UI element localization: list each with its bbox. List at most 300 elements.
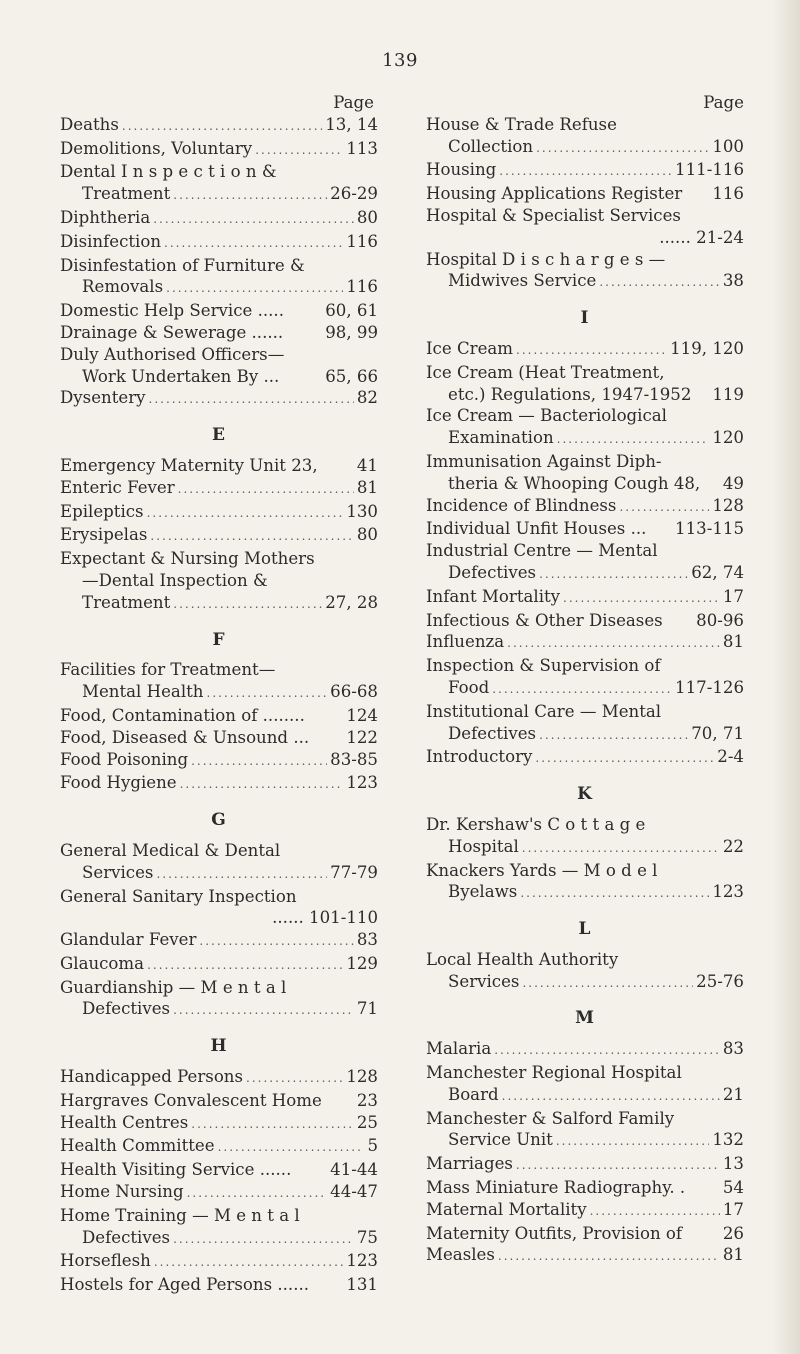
- entry-page-ref: 17: [722, 586, 744, 606]
- entry-page-ref: 122: [346, 727, 378, 747]
- index-entry-line: [60, 772, 378, 796]
- index-entry-line: [60, 749, 378, 773]
- index-entry-line: [60, 977, 378, 999]
- index-entry-line: [60, 862, 378, 886]
- index-entry: [426, 655, 744, 701]
- index-entry-line: [426, 451, 744, 473]
- entry-page-ref: 119: [712, 384, 744, 404]
- entry-page-ref: 41: [356, 455, 378, 475]
- index-entry: [426, 860, 744, 906]
- index-entry-line: [60, 1135, 378, 1159]
- index-entry-line: [60, 1112, 378, 1136]
- index-entry-line: [426, 677, 744, 701]
- index-entry: [426, 1223, 744, 1245]
- entry-text: Services: [82, 862, 154, 882]
- entry-page-ref: 75: [356, 1227, 378, 1247]
- entry-text: Mental Health: [82, 682, 204, 702]
- entry-page-ref: 83-85: [330, 749, 378, 769]
- index-entry: [426, 540, 744, 586]
- index-entry: [60, 1066, 378, 1090]
- entry-text: Health Committee: [60, 1136, 215, 1156]
- leader-dots: [498, 1246, 720, 1268]
- index-entry: [60, 727, 378, 749]
- entry-text: Infant Mortality: [426, 586, 561, 606]
- entry-text: Knackers Yards — M o d e l: [426, 860, 658, 880]
- index-entry: [426, 451, 744, 495]
- entry-text: Duly Authorised Officers—: [60, 344, 285, 364]
- index-entry-line: [426, 971, 744, 995]
- page-number: 139: [382, 50, 418, 71]
- index-entry-line: [426, 949, 744, 971]
- index-entry-line: [60, 840, 378, 862]
- entry-page-ref: 13: [722, 1154, 744, 1174]
- index-entry: [426, 814, 744, 860]
- index-entry: [426, 518, 744, 540]
- index-entry-line: [426, 1038, 744, 1062]
- entry-text: Disinfection: [60, 231, 162, 251]
- entry-page-ref: 80: [356, 207, 378, 227]
- index-entry-line: [60, 570, 378, 592]
- section-letter-l: L: [578, 919, 592, 940]
- entry-text: Dr. Kershaw's C o t t a g e: [426, 814, 646, 834]
- entry-text: Horseflesh: [60, 1251, 151, 1271]
- index-entry-line: [426, 701, 744, 723]
- index-entry: [426, 205, 744, 249]
- entry-text: Services: [448, 971, 520, 991]
- index-entry: [60, 524, 378, 548]
- index-entry-line: [426, 227, 744, 249]
- index-entry: [60, 300, 378, 322]
- leader-dots: [539, 564, 688, 586]
- entry-text: General Sanitary Inspection: [60, 886, 297, 906]
- entry-page-ref: 83: [722, 1039, 744, 1059]
- entry-text: Manchester Regional Hospital: [426, 1063, 682, 1083]
- entry-text: Housing: [426, 160, 497, 180]
- entry-page-ref: 49: [722, 473, 744, 493]
- index-entry-line: [60, 1090, 378, 1112]
- index-entry: [60, 705, 378, 727]
- entry-text: Manchester & Salford Family: [426, 1108, 675, 1128]
- entry-text: Home Training — M e n t a l: [60, 1205, 300, 1225]
- index-entry-line: [426, 427, 744, 451]
- index-entry: [60, 455, 378, 477]
- index-entry: [426, 114, 744, 160]
- index-entry: [426, 405, 744, 451]
- leader-dots: [166, 278, 343, 300]
- index-entry-line: [60, 681, 378, 705]
- entry-text: Health Visiting Service ......: [60, 1160, 292, 1180]
- index-entry-line: [426, 384, 744, 406]
- index-entry-line: [426, 860, 744, 882]
- leader-dots: [520, 883, 709, 905]
- entry-text: Inspection & Supervision of: [426, 656, 661, 676]
- entry-text: Enteric Fever: [60, 477, 175, 497]
- entry-page-ref: 111-116: [675, 160, 744, 180]
- index-entry-line: [426, 540, 744, 562]
- leader-dots: [191, 751, 327, 773]
- entry-page-ref: 77-79: [330, 862, 378, 882]
- entry-page-ref: 65, 66: [325, 366, 378, 386]
- section-letter-f: F: [212, 629, 226, 650]
- entry-text: Marriages: [426, 1154, 513, 1174]
- index-entry-line: [60, 659, 378, 681]
- index-entry-line: [426, 518, 744, 540]
- index-entry-line: [426, 249, 744, 271]
- index-entry-line: [426, 746, 744, 770]
- entry-page-ref: 21: [722, 1084, 744, 1104]
- section-letter-m: M: [575, 1008, 595, 1029]
- entry-text: Hospital: [448, 836, 519, 856]
- index-entry-line: [426, 562, 744, 586]
- entry-page-ref: 123: [346, 1251, 378, 1271]
- entry-page-ref: 80-96: [696, 610, 744, 630]
- entry-page-ref: 113-115: [675, 519, 744, 539]
- entry-page-ref: 70, 71: [691, 723, 744, 743]
- leader-dots: [173, 185, 327, 207]
- entry-text: Hospital D i s c h a r g e s —: [426, 249, 666, 269]
- index-entry-line: [60, 322, 378, 344]
- page-column-heading: Page: [333, 93, 374, 112]
- index-entry-line: [60, 998, 378, 1022]
- index-entry-line: [426, 1108, 744, 1130]
- entry-text: Defectives: [448, 723, 537, 743]
- leader-dots: [599, 272, 720, 294]
- entry-text: Collection: [448, 136, 534, 156]
- leader-dots: [556, 1131, 709, 1153]
- entry-text: Examination: [448, 428, 554, 448]
- entry-page-ref: 116: [346, 277, 378, 297]
- index-entry-line: [60, 387, 378, 411]
- entry-page-ref: 81: [356, 477, 378, 497]
- entry-text: Food, Diseased & Unsound ...: [60, 727, 310, 747]
- index-entry-line: [426, 183, 744, 205]
- entry-page-ref: 25-76: [696, 971, 744, 991]
- entry-page-ref: ...... 21-24: [659, 227, 744, 247]
- entry-page-ref: 80: [356, 525, 378, 545]
- index-entry-line: [60, 1205, 378, 1227]
- leader-dots: [539, 725, 688, 747]
- leader-dots: [187, 1183, 328, 1205]
- leader-dots: [150, 526, 353, 548]
- index-entry-line: [426, 1153, 744, 1177]
- index-entry-line: [426, 723, 744, 747]
- leader-dots: [180, 774, 344, 796]
- entry-page-ref: 120: [712, 428, 744, 448]
- entry-text: Dysentery: [60, 388, 146, 408]
- entry-page-ref: 81: [722, 632, 744, 652]
- index-entry-line: [60, 929, 378, 953]
- index-entry-line: [60, 477, 378, 501]
- entry-text: Hargraves Convalescent Home: [60, 1090, 322, 1110]
- section-letter-h: H: [210, 1036, 228, 1057]
- leader-dots: [499, 161, 672, 183]
- entry-page-ref: 124: [346, 705, 378, 725]
- index-entry-line: [60, 886, 378, 908]
- entry-text: Ice Cream: [426, 338, 514, 358]
- leader-dots: [507, 633, 720, 655]
- index-entry-line: [60, 953, 378, 977]
- entry-text: Hostels for Aged Persons ......: [60, 1275, 310, 1295]
- entry-text: Ice Cream — Bacteriological: [426, 406, 667, 426]
- index-entry: [426, 586, 744, 610]
- index-entry: [60, 659, 378, 705]
- index-entry-line: [60, 524, 378, 548]
- entry-text: Facilities for Treatment—: [60, 660, 276, 680]
- page-column-heading: Page: [703, 93, 744, 112]
- index-entry: [60, 1274, 378, 1296]
- index-entry: [60, 255, 378, 301]
- entry-page-ref: 100: [712, 136, 744, 156]
- index-entry-line: [426, 1129, 744, 1153]
- leader-dots: [522, 838, 720, 860]
- leader-dots: [557, 429, 710, 451]
- index-entry: [426, 1108, 744, 1154]
- entry-text: Treatment: [82, 184, 171, 204]
- entry-text: Service Unit: [448, 1130, 553, 1150]
- leader-dots: [173, 1229, 354, 1251]
- entry-text: General Medical & Dental: [60, 840, 281, 860]
- index-entry-line: [60, 300, 378, 322]
- entry-page-ref: 54: [722, 1178, 744, 1198]
- entry-page-ref: 113: [346, 138, 378, 158]
- leader-dots: [173, 594, 322, 616]
- entry-text: Defectives: [448, 562, 537, 582]
- leader-dots: [590, 1201, 720, 1223]
- entry-text: Expectant & Nursing Mothers: [60, 549, 315, 569]
- index-column-left: [60, 92, 378, 1296]
- index-entry-line: [60, 366, 378, 388]
- index-entry: [60, 114, 378, 138]
- index-entry: [60, 1159, 378, 1181]
- leader-dots: [149, 389, 354, 411]
- index-entry-line: [426, 655, 744, 677]
- entry-page-ref: 23: [356, 1090, 378, 1110]
- entry-text: Maternal Mortality: [426, 1199, 587, 1219]
- entry-text: Hospital & Specialist Services: [426, 205, 681, 225]
- entry-page-ref: ...... 101-110: [272, 908, 378, 928]
- leader-dots: [147, 503, 344, 525]
- entry-text: Demolitions, Voluntary: [60, 138, 253, 158]
- index-entry-line: [60, 114, 378, 138]
- leader-dots: [147, 955, 343, 977]
- leader-dots: [255, 140, 343, 162]
- entry-text: Epileptics: [60, 501, 144, 521]
- index-entry-line: [426, 1084, 744, 1108]
- entry-text: Food Poisoning: [60, 749, 189, 769]
- index-entry: [60, 1205, 378, 1251]
- index-entry-line: [60, 907, 378, 929]
- leader-dots: [178, 479, 354, 501]
- index-entry-line: [426, 405, 744, 427]
- entry-text: Incidence of Blindness: [426, 495, 617, 515]
- entry-text: Mass Miniature Radiography. .: [426, 1178, 686, 1198]
- index-entry: [426, 338, 744, 362]
- entry-page-ref: 25: [356, 1112, 378, 1132]
- index-entry-line: [426, 881, 744, 905]
- entry-text: Work Undertaken By ...: [82, 366, 280, 386]
- entry-page-ref: 82: [356, 388, 378, 408]
- index-entry-line: [60, 255, 378, 277]
- entry-page-ref: 71: [356, 999, 378, 1019]
- index-entry-line: [426, 1177, 744, 1199]
- index-entry: [60, 1181, 378, 1205]
- index-entry: [426, 949, 744, 995]
- index-entry-line: [60, 183, 378, 207]
- entry-page-ref: 132: [712, 1130, 744, 1150]
- entry-page-ref: 22: [722, 836, 744, 856]
- index-entry-line: [60, 705, 378, 727]
- index-entry-line: [426, 136, 744, 160]
- leader-dots: [199, 931, 353, 953]
- index-entry-line: [60, 1181, 378, 1205]
- leader-dots: [516, 1155, 720, 1177]
- entry-text: Board: [448, 1084, 499, 1104]
- leader-dots: [246, 1068, 343, 1090]
- entry-text: Glandular Fever: [60, 930, 197, 950]
- entry-text: Local Health Authority: [426, 949, 619, 969]
- index-entry: [426, 362, 744, 406]
- entry-text: Malaria: [426, 1039, 492, 1059]
- leader-dots: [492, 679, 672, 701]
- entry-page-ref: 117-126: [675, 677, 744, 697]
- entry-text: Defectives: [82, 1227, 171, 1247]
- entry-page-ref: 128: [346, 1067, 378, 1087]
- index-entry-line: [426, 362, 744, 384]
- index-entry-line: [60, 592, 378, 616]
- index-entry-line: [426, 586, 744, 610]
- index-entry-line: [426, 1199, 744, 1223]
- entry-page-ref: 2-4: [717, 747, 744, 767]
- index-entry: [60, 886, 378, 930]
- leader-dots: [535, 748, 714, 770]
- index-entry-line: [60, 231, 378, 255]
- entry-page-ref: 66-68: [330, 682, 378, 702]
- index-entry: [60, 977, 378, 1023]
- entry-page-ref: 129: [346, 953, 378, 973]
- index-entry-line: [426, 473, 744, 495]
- entry-page-ref: 26: [722, 1223, 744, 1243]
- index-entry: [426, 701, 744, 747]
- index-entry-line: [60, 138, 378, 162]
- entry-text: Domestic Help Service .....: [60, 301, 284, 321]
- leader-dots: [516, 340, 667, 362]
- entry-page-ref: 123: [346, 773, 378, 793]
- index-column-right: [426, 92, 744, 1268]
- entry-text: Defectives: [82, 999, 171, 1019]
- leader-dots: [156, 864, 327, 886]
- entry-text: Institutional Care — Mental: [426, 701, 662, 721]
- index-entry-line: [426, 1223, 744, 1245]
- index-entry: [60, 161, 378, 207]
- entry-text: Emergency Maternity Unit 23,: [60, 455, 318, 475]
- leader-dots: [164, 233, 343, 255]
- index-entry-line: [60, 501, 378, 525]
- entry-text: Midwives Service: [448, 271, 597, 291]
- index-entry: [426, 1199, 744, 1223]
- entry-text: Drainage & Sewerage ......: [60, 322, 284, 342]
- entry-page-ref: 128: [712, 495, 744, 515]
- entry-text: Immunisation Against Diph-: [426, 451, 662, 471]
- index-entry-line: [60, 161, 378, 183]
- entry-text: Industrial Centre — Mental: [426, 541, 658, 561]
- entry-text: etc.) Regulations, 1947-1952: [448, 384, 692, 404]
- index-entry: [60, 322, 378, 344]
- leader-dots: [122, 116, 322, 138]
- index-entry-line: [60, 276, 378, 300]
- index-entry-line: [426, 495, 744, 519]
- leader-dots: [536, 138, 709, 160]
- entry-text: Byelaws: [448, 882, 518, 902]
- entry-page-ref: 13, 14: [325, 114, 378, 134]
- leader-dots: [218, 1137, 365, 1159]
- entry-text: Ice Cream (Heat Treatment,: [426, 362, 665, 382]
- index-entry: [60, 477, 378, 501]
- index-entry: [426, 746, 744, 770]
- index-entry: [60, 344, 378, 388]
- entry-page-ref: 131: [346, 1275, 378, 1295]
- section-letter-k: K: [577, 784, 593, 805]
- index-entry-line: [60, 1159, 378, 1181]
- entry-text: Removals: [82, 277, 164, 297]
- entry-text: Deaths: [60, 114, 119, 134]
- entry-page-ref: 60, 61: [325, 301, 378, 321]
- index-entry: [426, 159, 744, 183]
- index-entry-line: [60, 548, 378, 570]
- index-entry: [60, 207, 378, 231]
- leader-dots: [207, 683, 328, 705]
- index-entry-line: [60, 1274, 378, 1296]
- index-entry-line: [426, 1062, 744, 1084]
- leader-dots: [619, 497, 709, 519]
- entry-text: Infectious & Other Diseases: [426, 610, 663, 630]
- index-entry: [426, 631, 744, 655]
- index-entry: [426, 1038, 744, 1062]
- scan-shadow: [772, 0, 800, 1354]
- index-entry: [426, 249, 744, 295]
- entry-text: Food, Contamination of ........: [60, 705, 305, 725]
- entry-page-ref: 116: [712, 184, 744, 204]
- index-entry: [60, 1090, 378, 1112]
- index-entry-line: [426, 610, 744, 632]
- leader-dots: [191, 1114, 354, 1136]
- entry-page-ref: 116: [346, 231, 378, 251]
- index-entry: [60, 1135, 378, 1159]
- section-letter-e: E: [212, 425, 226, 446]
- entry-text: Health Centres: [60, 1112, 189, 1132]
- index-entry: [60, 138, 378, 162]
- index-entry-line: [426, 270, 744, 294]
- index-entry-line: [426, 1244, 744, 1268]
- index-entry: [60, 749, 378, 773]
- index-entry: [426, 1153, 744, 1177]
- index-entry-line: [60, 207, 378, 231]
- index-entry-line: [426, 114, 744, 136]
- entry-text: Influenza: [426, 632, 505, 652]
- index-entry-line: [60, 1250, 378, 1274]
- entry-text: Individual Unfit Houses ...: [426, 519, 647, 539]
- entry-page-ref: 98, 99: [325, 322, 378, 342]
- index-entry: [60, 953, 378, 977]
- index-entry-line: [426, 159, 744, 183]
- entry-page-ref: 44-47: [330, 1182, 378, 1202]
- index-entry: [426, 495, 744, 519]
- index-entry: [60, 929, 378, 953]
- entry-text: Home Nursing: [60, 1182, 184, 1202]
- leader-dots: [153, 209, 354, 231]
- entry-text: Treatment: [82, 592, 171, 612]
- index-entry: [60, 501, 378, 525]
- entry-text: Diphtheria: [60, 207, 151, 227]
